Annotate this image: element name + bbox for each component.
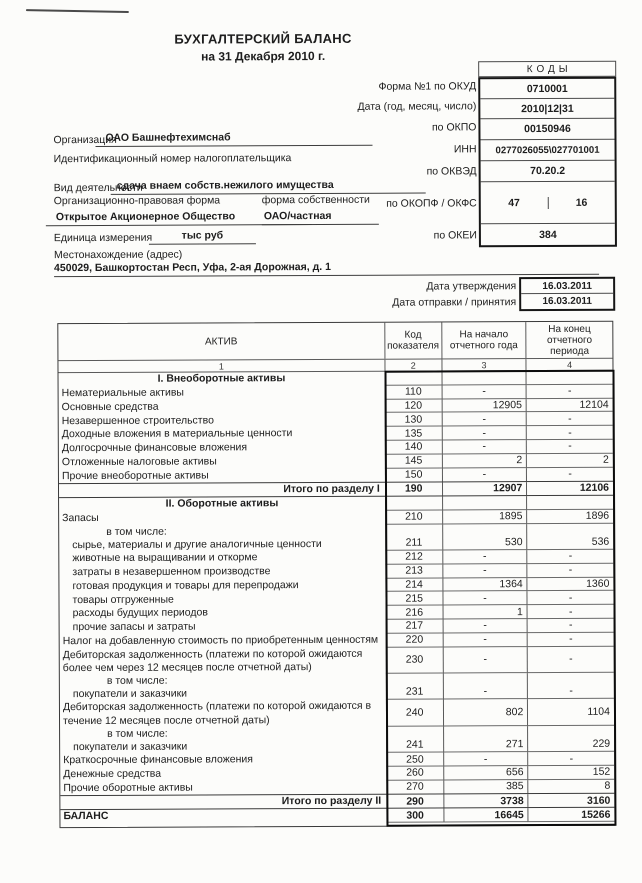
row-start-value-cell: 16645 <box>443 808 528 822</box>
header-code: Код показателя <box>384 322 441 358</box>
row-code-cell: 130 <box>385 413 442 427</box>
row-code-cell: 250 <box>386 753 443 767</box>
row-code-cell: 212 <box>385 550 442 564</box>
row-label-cell <box>60 606 386 621</box>
codes-box-header: КОДЫ <box>478 61 616 78</box>
row-label: покупатели и заказчики <box>73 740 188 754</box>
row-start-value-cell: 802 <box>443 699 528 726</box>
row-label-cell <box>59 468 385 483</box>
row-label-cell <box>59 372 385 387</box>
row-label-cell <box>59 413 385 428</box>
row-label: Краткосрочные финансовые вложения <box>63 753 253 767</box>
row-code-cell: 145 <box>385 454 442 468</box>
assets-balance-table <box>57 321 615 828</box>
row-code-cell: 213 <box>385 564 442 578</box>
row-end-value-cell: 15266 <box>528 808 615 822</box>
row-label-cell <box>59 511 385 526</box>
okopf-code-value: 47 <box>481 197 549 209</box>
row-code-cell: 260 <box>386 766 443 780</box>
row-label-cell <box>59 592 385 607</box>
row-label: товары отгруженные <box>72 593 174 606</box>
row-start-value-cell <box>442 496 527 510</box>
row-label: Прочие внеоборотные активы <box>61 469 209 482</box>
row-end-value-cell: - <box>527 646 614 673</box>
row-code-cell: 300 <box>386 809 443 823</box>
row-end-value-cell <box>526 496 613 510</box>
dispatch-date-label: Дата отправки / принятия <box>392 296 517 309</box>
row-code-cell: 140 <box>385 440 442 454</box>
row-end-value-cell: - <box>527 564 614 578</box>
unit-label: Единица измерения <box>53 231 153 245</box>
row-label: I. Внеоборотные активы <box>157 372 286 386</box>
row-start-value-cell: - <box>443 752 528 766</box>
row-start-value-cell: 1 <box>442 605 527 619</box>
row-end-value-cell: 1360 <box>527 577 614 591</box>
okpo-code-value: 00150946 <box>480 119 614 141</box>
row-end-value-cell: - <box>527 619 614 633</box>
row-start-value-cell: 1364 <box>442 578 527 592</box>
row-code-cell: 220 <box>385 633 442 647</box>
row-start-value-cell: - <box>441 385 526 399</box>
inn-label: ИНН <box>453 143 477 156</box>
row-end-value-cell: 12106 <box>526 482 613 496</box>
row-start-value-cell: - <box>442 673 527 700</box>
row-sublabel: в том числе: <box>107 727 168 740</box>
row-start-value-cell: 12905 <box>441 399 526 413</box>
row-label-cell <box>60 674 386 702</box>
row-label: Незавершенное строительство <box>61 414 214 427</box>
row-sublabel: в том числе: <box>106 674 168 687</box>
row-code-cell: 120 <box>384 399 441 413</box>
row-label: покупатели и заказчики <box>72 687 188 701</box>
row-label: Дебиторская задолженность (платежи по которой ожидаются более чем через 12 месяцев после отчетной даты) <box>62 647 363 674</box>
row-label-cell <box>59 497 385 512</box>
row-label: Доходные вложения в материальные ценности <box>61 427 293 441</box>
row-code-cell <box>384 371 441 385</box>
row-end-value-cell: 536 <box>526 523 613 550</box>
inn-code-value: 0277026055\027701001 <box>480 140 614 162</box>
row-end-value-cell: - <box>527 605 614 619</box>
address-label: Местонахождение (адрес) <box>53 248 183 262</box>
row-label: Прочие оборотные активы <box>63 781 193 794</box>
row-code-cell: 215 <box>385 592 442 606</box>
row-label-cell <box>59 427 385 442</box>
okei-label: по ОКЕИ <box>433 229 477 242</box>
row-label: II. Оборотные активы <box>165 497 279 510</box>
approval-dates-box <box>519 277 615 311</box>
row-label-cell <box>59 441 385 456</box>
row-end-value-cell: 3160 <box>528 794 615 808</box>
row-end-value-cell: - <box>526 426 613 440</box>
table-row <box>60 726 614 755</box>
okopf-okfs-code-values <box>481 182 615 225</box>
table-row <box>60 646 614 675</box>
row-label: Запасы <box>62 512 99 525</box>
document-title-block <box>0 30 528 64</box>
row-label: Денежные средства <box>63 767 162 781</box>
row-start-value-cell: 530 <box>442 524 527 551</box>
row-label-cell <box>60 727 386 755</box>
row-end-value-cell: 1896 <box>526 510 613 524</box>
activity-value: сдача внаем собств.нежилого имущества <box>111 179 426 195</box>
row-label: Основные средства <box>61 400 159 414</box>
row-label-cell <box>59 386 385 401</box>
unit-value: тыс руб <box>149 229 256 244</box>
okopf-okfs-label: по ОКОПФ / ОКФС <box>386 197 477 210</box>
row-label: прочие запасы и затраты <box>72 620 196 634</box>
row-label-cell <box>60 795 386 810</box>
document-title: БУХГАЛТЕРСКИЙ БАЛАНС <box>174 30 352 47</box>
row-end-value-cell: 1104 <box>527 699 614 726</box>
okud-code-value: 0710001 <box>480 79 614 100</box>
row-code-cell: 150 <box>385 468 442 481</box>
ownership-form-value: ОАО/частная <box>262 210 379 226</box>
table-row <box>60 808 614 824</box>
row-label: Долгосрочные финансовые вложения <box>61 441 248 455</box>
row-label: Нематериальные активы <box>61 386 185 400</box>
taxpayer-id-line-label: Идентификационный номер налогоплательщика <box>53 152 292 166</box>
row-label-cell <box>60 767 386 782</box>
row-label-cell <box>59 565 385 580</box>
row-code-cell: 270 <box>386 780 443 793</box>
row-end-value-cell: 152 <box>528 766 615 780</box>
row-code-cell: 290 <box>386 794 443 807</box>
row-start-value-cell: - <box>442 647 527 674</box>
row-end-value-cell: - <box>527 550 614 564</box>
row-label-cell <box>60 781 386 796</box>
row-start-value-cell: 2 <box>441 454 526 468</box>
address-value: 450029, Башкортостан Респ, Уфа, 2-ая Дорожная, д. 1 <box>54 260 599 277</box>
table-row <box>60 673 614 702</box>
document-subtitle: на 31 Декабря 2010 г. <box>201 48 326 64</box>
row-start-value-cell: - <box>442 468 527 482</box>
codes-box <box>478 61 617 248</box>
row-label-cell <box>60 620 386 635</box>
table-header-row <box>58 322 612 361</box>
row-label-cell <box>59 578 385 593</box>
row-label: сырье, материалы и другие аналогичные ценности <box>72 537 322 551</box>
row-start-value-cell: - <box>441 412 526 426</box>
row-label-cell <box>59 455 385 470</box>
row-label-cell <box>59 483 385 498</box>
row-start-value-cell: - <box>442 550 527 564</box>
row-label-cell <box>60 809 386 824</box>
row-label: Налог на добавленную стоимость по приобретенным ценностям <box>62 633 379 648</box>
row-label: Итого по разделу I <box>283 482 380 495</box>
row-code-cell: 217 <box>385 619 442 633</box>
row-start-value-cell: 12907 <box>442 482 527 496</box>
row-label-cell <box>59 551 385 566</box>
row-label: готовая продукция и товары для перепродажи <box>72 578 299 592</box>
row-end-value-cell: 229 <box>527 726 614 753</box>
date-code-value: 2010|12|31 <box>480 99 614 120</box>
approval-date-value: 16.03.2011 <box>521 279 613 294</box>
row-label-cell <box>60 753 386 768</box>
col-number-3: 3 <box>441 359 526 370</box>
okpo-label: по ОКПО <box>431 121 477 134</box>
row-code-cell: 214 <box>385 578 442 592</box>
okud-label: Форма №1 по ОКУД <box>378 80 477 93</box>
ownership-form-label: форма собственности <box>261 193 370 207</box>
col-number-4: 4 <box>526 359 613 370</box>
header-start-of-year: На начало отчетного года <box>441 322 526 358</box>
row-code-cell <box>385 496 442 510</box>
row-end-value-cell: - <box>526 385 613 399</box>
row-code-cell: 135 <box>385 427 442 441</box>
row-start-value-cell: - <box>442 591 527 605</box>
row-start-value-cell: 656 <box>443 766 528 780</box>
row-label-cell <box>60 633 386 648</box>
row-code-cell: 240 <box>386 700 443 727</box>
row-start-value-cell: 271 <box>443 726 528 753</box>
row-start-value-cell: 3738 <box>443 794 528 808</box>
activity-label: Вид деятельности <box>53 181 143 195</box>
row-start-value-cell: 1895 <box>442 510 527 524</box>
date-label: Дата (год, месяц, число) <box>357 100 477 113</box>
row-start-value-cell: - <box>442 619 527 633</box>
row-label-cell <box>60 647 386 675</box>
row-start-value-cell: 385 <box>443 780 528 794</box>
row-end-value-cell: 2 <box>526 454 613 468</box>
row-end-value-cell <box>526 371 613 385</box>
table-row <box>60 699 614 728</box>
row-code-cell: 110 <box>384 385 441 399</box>
row-label: расходы будущих периодов <box>72 606 208 620</box>
row-code-cell: 241 <box>386 726 443 753</box>
row-end-value-cell: - <box>526 467 613 481</box>
dispatch-date-value: 16.03.2011 <box>542 295 592 308</box>
okved-label: по ОКВЭД <box>426 165 477 178</box>
table-body <box>59 371 615 824</box>
scan-artifact-line <box>26 9 129 13</box>
okei-code-value: 384 <box>539 228 557 241</box>
row-code-cell: 190 <box>385 482 442 495</box>
table-row <box>59 523 613 552</box>
legal-form-label: Организационно-правовая форма <box>53 194 221 208</box>
row-start-value-cell: - <box>442 564 527 578</box>
row-code-cell: 210 <box>385 510 442 524</box>
row-code-cell: 216 <box>385 606 442 620</box>
row-end-value-cell: 12104 <box>526 398 613 412</box>
approval-date-label: Дата утверждения <box>426 280 517 293</box>
row-code-cell: 230 <box>386 647 443 674</box>
row-label-cell <box>59 399 385 414</box>
row-end-value-cell: - <box>527 591 614 605</box>
row-start-value-cell: - <box>441 440 526 454</box>
row-end-value-cell: - <box>526 440 613 454</box>
legal-form-value: Открытое Акционерное Общество <box>46 210 312 226</box>
row-label: Дебиторская задолженность (платежи по которой ожидаются в течение 12 месяцев после отчетной даты) <box>62 700 372 727</box>
okved-code-value: 70.20.2 <box>481 161 615 183</box>
header-aktiv: АКТИВ <box>204 335 238 348</box>
row-start-value-cell: - <box>441 426 526 440</box>
row-start-value-cell: - <box>442 633 527 647</box>
row-end-value-cell: - <box>527 752 614 766</box>
row-label: затраты в незавершенном производстве <box>72 565 271 579</box>
okfs-code-value: 16 <box>575 196 588 209</box>
col-number-2: 2 <box>384 359 441 370</box>
row-start-value-cell <box>441 371 526 385</box>
organization-value: ОАО Башнефтехимснаб <box>95 131 372 147</box>
row-label-cell <box>60 700 386 728</box>
header-end-of-period: На конец отчетного периода <box>526 322 613 358</box>
row-label: животные на выращивании и откорме <box>72 551 258 565</box>
row-label: БАЛАНС <box>63 810 109 823</box>
codes-box-values <box>478 77 617 248</box>
row-label: Отложенные налоговые активы <box>61 455 217 469</box>
row-label-cell <box>59 524 385 552</box>
organization-label: Организация <box>53 133 117 147</box>
row-code-cell: 231 <box>386 673 443 700</box>
row-code-cell: 211 <box>385 524 442 551</box>
row-label: Итого по разделу II <box>281 794 382 808</box>
row-end-value-cell: - <box>526 412 613 426</box>
row-end-value-cell: 8 <box>528 780 615 794</box>
row-end-value-cell: - <box>527 632 614 646</box>
row-end-value-cell: - <box>527 673 614 700</box>
row-sublabel: в том числе: <box>106 525 167 538</box>
col-number-1: 1 <box>218 360 224 371</box>
